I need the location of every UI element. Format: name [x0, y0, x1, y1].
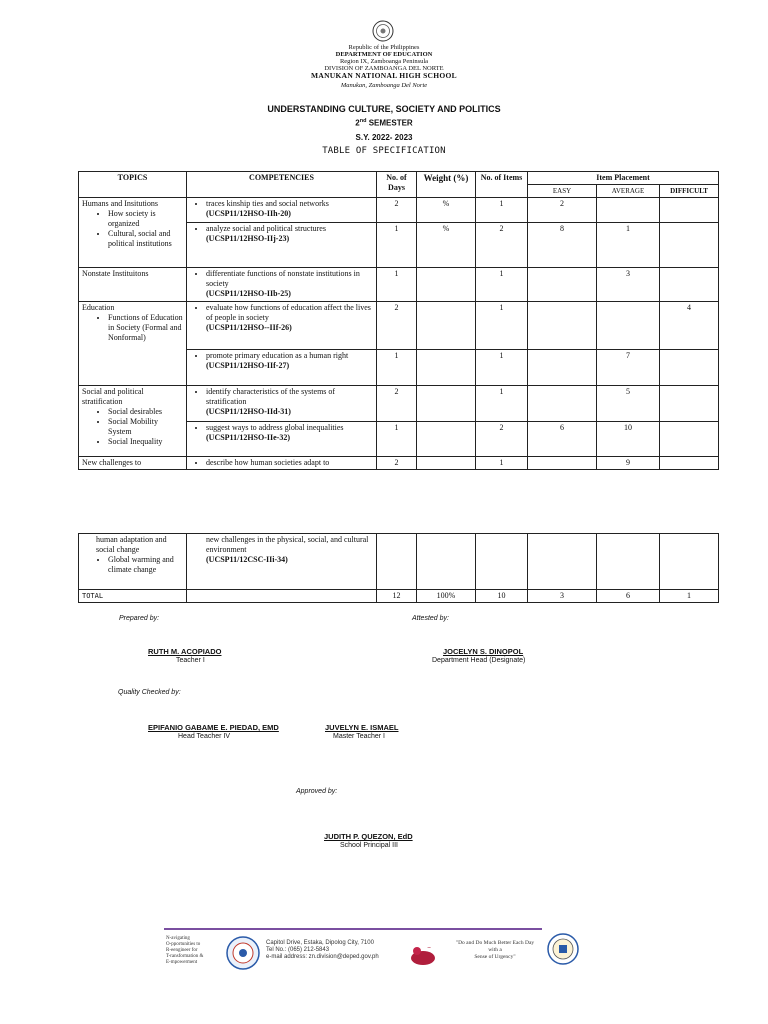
difficult-cell [660, 534, 719, 590]
items-cell: 1 [476, 268, 528, 302]
footer-motto [445, 940, 545, 961]
topic-bullet: • Global warming and climate change [108, 555, 183, 575]
attested-by-title: Department Head (Designate) [432, 657, 526, 664]
weight-cell [417, 386, 476, 422]
days-cell: 1 [377, 268, 417, 302]
school-address: Manukan, Zamboanga Del Norte [340, 82, 428, 89]
topic-title-continued: human adaptation and social change [96, 535, 167, 554]
competency-cell [187, 268, 377, 302]
subject-title: UNDERSTANDING CULTURE, SOCIETY AND POLITICS [267, 104, 501, 114]
competency-code: (UCSP11/12HSO-IIj-23) [206, 234, 290, 243]
easy-cell [528, 350, 597, 386]
topic-bullet: • How society is organized [108, 209, 183, 229]
difficult-cell [660, 386, 719, 422]
competency-code: (UCSP11/12HSO--IIf-26) [206, 323, 292, 332]
average-cell [597, 534, 660, 590]
days-cell: 1 [377, 422, 417, 457]
topic-cell [79, 198, 187, 268]
average-cell [597, 198, 660, 223]
easy-cell [528, 386, 597, 422]
header-topics: TOPICS [79, 172, 187, 198]
competency-code: (UCSP11/12HSO-IId-31) [206, 407, 291, 416]
items-cell: 1 [476, 386, 528, 422]
approved-by-name: JUDITH P. QUEZON, EdD [324, 832, 413, 841]
easy-cell [528, 302, 597, 350]
acronym-line: O-pportunities to [166, 942, 201, 947]
prepared-by-name: RUTH M. ACOPIADO [148, 647, 222, 656]
specification-table [78, 171, 719, 470]
mascot-logo-icon [403, 940, 443, 968]
total-competency-cell [187, 590, 377, 603]
difficult-cell [660, 350, 719, 386]
weight-cell [417, 302, 476, 350]
qc1-title: Head Teacher IV [178, 733, 231, 740]
easy-cell [528, 534, 597, 590]
competency-code: (UCSP11/12HSO-IIh-20) [206, 209, 291, 218]
header-days: No. of Days [377, 172, 417, 198]
competency-cell [187, 350, 377, 386]
address-line: e-mail address: zn.division@deped.gov.ph [266, 954, 379, 960]
difficult-cell: 4 [660, 302, 719, 350]
competency-cell [187, 422, 377, 457]
weight-cell [417, 422, 476, 457]
prepared-by-title: Teacher I [176, 657, 205, 664]
topic-bullet: • Functions of Education in Society (Formal and Nonformal) [108, 313, 183, 343]
footer-divider [164, 928, 542, 930]
items-cell: 1 [476, 457, 528, 470]
easy-cell: 2 [528, 198, 597, 223]
topic-title: New challenges to [82, 458, 142, 467]
average-cell: 1 [597, 223, 660, 268]
topic-cell [79, 386, 187, 457]
average-cell: 10 [597, 422, 660, 457]
qc2-title: Master Teacher I [333, 733, 386, 740]
competency-cell [187, 457, 377, 470]
average-cell [597, 302, 660, 350]
qc1-name: EPIFANIO GABAME E. PIEDAD, EMD [148, 723, 279, 732]
deped-seal-icon [372, 20, 394, 42]
competency-code: (UCSP11/12HSO-IIf-27) [206, 361, 290, 370]
address-line: Capitol Drive, Estaka, Dipolog City, 7100 [266, 940, 374, 946]
competency-code: (UCSP11/12CSC-IIi-34) [206, 555, 288, 564]
division-seal-icon [224, 936, 262, 970]
topic-cell [79, 457, 187, 470]
days-cell: 1 [377, 350, 417, 386]
weight-cell: % [417, 223, 476, 268]
average-cell: 3 [597, 268, 660, 302]
easy-cell: 6 [528, 422, 597, 457]
topic-bullet: • Social Inequality [108, 437, 183, 447]
footer-acronym [166, 936, 203, 966]
competency-text-continued: new challenges in the physical, social, and cultural environment [206, 535, 369, 554]
total-average: 6 [597, 590, 660, 603]
days-cell: 2 [377, 457, 417, 470]
acronym-line: T-ransformation & [166, 954, 204, 959]
acronym-line: R-eengineer for [166, 948, 198, 953]
header-item-placement: Item Placement [528, 172, 719, 185]
easy-cell [528, 268, 597, 302]
difficult-cell [660, 457, 719, 470]
competency-cell [187, 223, 377, 268]
difficult-cell [660, 198, 719, 223]
competency-text: promote primary education as a human right [206, 351, 349, 360]
school-year: S.Y. 2022- 2023 [355, 133, 413, 142]
header-items: No. of Items [476, 172, 528, 198]
competency-text: differentiate functions of nonstate institutions in society [206, 269, 360, 288]
days-cell: 2 [377, 386, 417, 422]
header-difficult: DIFFICULT [660, 185, 719, 198]
days-cell: 2 [377, 302, 417, 350]
total-difficult: 1 [660, 590, 719, 603]
prepared-by-label: Prepared by: [119, 615, 160, 622]
weight-cell: % [417, 198, 476, 223]
semester-suffix: nd [359, 118, 367, 124]
motto-line: with a [488, 947, 502, 953]
competency-cell [187, 198, 377, 223]
items-cell: 2 [476, 422, 528, 457]
average-cell: 7 [597, 350, 660, 386]
qc2-name: JUVELYN E. ISMAEL [325, 723, 399, 732]
attested-by-name: JOCELYN S. DINOPOL [443, 647, 524, 656]
semester-line [0, 118, 768, 128]
topic-bullet: • Social Mobility System [108, 417, 183, 437]
acronym-line: E-mpowerment [166, 960, 198, 965]
competency-text: evaluate how functions of education affect the lives of people in society [206, 303, 371, 322]
topic-bullet: • Social desirables [108, 407, 183, 417]
competency-text: identify characteristics of the systems of stratification [206, 387, 336, 406]
weight-cell [417, 457, 476, 470]
total-days: 12 [377, 590, 417, 603]
topic-title: Humans and Insitutions [82, 199, 158, 208]
specification-table-continued [78, 533, 719, 603]
easy-cell [528, 457, 597, 470]
competency-code: (UCSP11/12HSO-IIe-32) [206, 433, 290, 442]
topic-title: Social and political stratification [82, 387, 144, 406]
days-cell [377, 534, 417, 590]
approved-by-label: Approved by: [296, 788, 338, 795]
competency-cell [187, 386, 377, 422]
topic-cell [79, 302, 187, 386]
competency-text: analyze social and political structures [206, 224, 326, 233]
items-cell: 1 [476, 302, 528, 350]
approved-by-title: School Principal III [340, 842, 398, 849]
semester-number: 2 [355, 118, 360, 128]
semester-word: SEMESTER [366, 118, 413, 128]
easy-cell: 8 [528, 223, 597, 268]
weight-cell [417, 534, 476, 590]
total-items: 10 [476, 590, 528, 603]
competency-code: (UCSP11/12HSO-IIb-25) [206, 289, 291, 298]
competency-text: traces kinship ties and social networks [206, 199, 329, 208]
division-line: DIVISION OF ZAMBOANGA DEL NORTE [324, 65, 444, 72]
header-weight: Weight (%) [417, 172, 476, 198]
topic-cell [79, 268, 187, 302]
address-line: Tel No.: (065) 212-5843 [266, 947, 330, 953]
weight-cell [417, 268, 476, 302]
republic-line: Republic of the Philippines [348, 44, 420, 51]
quality-checked-label: Quality Checked by: [118, 689, 181, 696]
items-cell: 2 [476, 223, 528, 268]
total-label: TOTAL [79, 590, 187, 603]
acronym-line: N-avigating [166, 936, 190, 941]
items-cell: 1 [476, 350, 528, 386]
total-easy: 3 [528, 590, 597, 603]
header-average: AVERAGE [597, 185, 660, 198]
header-competencies: COMPETENCIES [187, 172, 377, 198]
header-easy: EASY [528, 185, 597, 198]
days-cell: 1 [377, 223, 417, 268]
motto-line: Sense of Urgency" [474, 954, 516, 960]
competency-cell [187, 534, 377, 590]
department-line: DEPARTMENT OF EDUCATION [335, 51, 433, 58]
weight-cell [417, 350, 476, 386]
school-name: MANUKAN NATIONAL HIGH SCHOOL [311, 71, 457, 80]
competency-text: suggest ways to address global inequalities [206, 423, 344, 432]
competency-text: describe how human societies adapt to [206, 458, 330, 467]
total-weight: 100% [417, 590, 476, 603]
footer-address [266, 940, 379, 961]
topic-title: Education [82, 303, 115, 312]
days-cell: 2 [377, 198, 417, 223]
svg-text:~: ~ [427, 945, 432, 951]
competency-cell [187, 302, 377, 350]
attested-by-label: Attested by: [412, 615, 449, 622]
items-cell: 1 [476, 198, 528, 223]
school-seal-icon [546, 932, 580, 966]
motto-line: "Do and Do Much Better Each Day [455, 940, 535, 946]
topic-cell [79, 534, 187, 590]
items-cell [476, 534, 528, 590]
topic-title: Nonstate Instituitons [82, 269, 149, 278]
average-cell: 9 [597, 457, 660, 470]
difficult-cell [660, 268, 719, 302]
region-line: Region IX, Zamboanga Peninsula [339, 58, 429, 65]
document-title: TABLE OF SPECIFICATION [322, 146, 446, 156]
difficult-cell [660, 422, 719, 457]
topic-bullet: • Cultural, social and political institutions [108, 229, 183, 249]
average-cell: 5 [597, 386, 660, 422]
difficult-cell [660, 223, 719, 268]
